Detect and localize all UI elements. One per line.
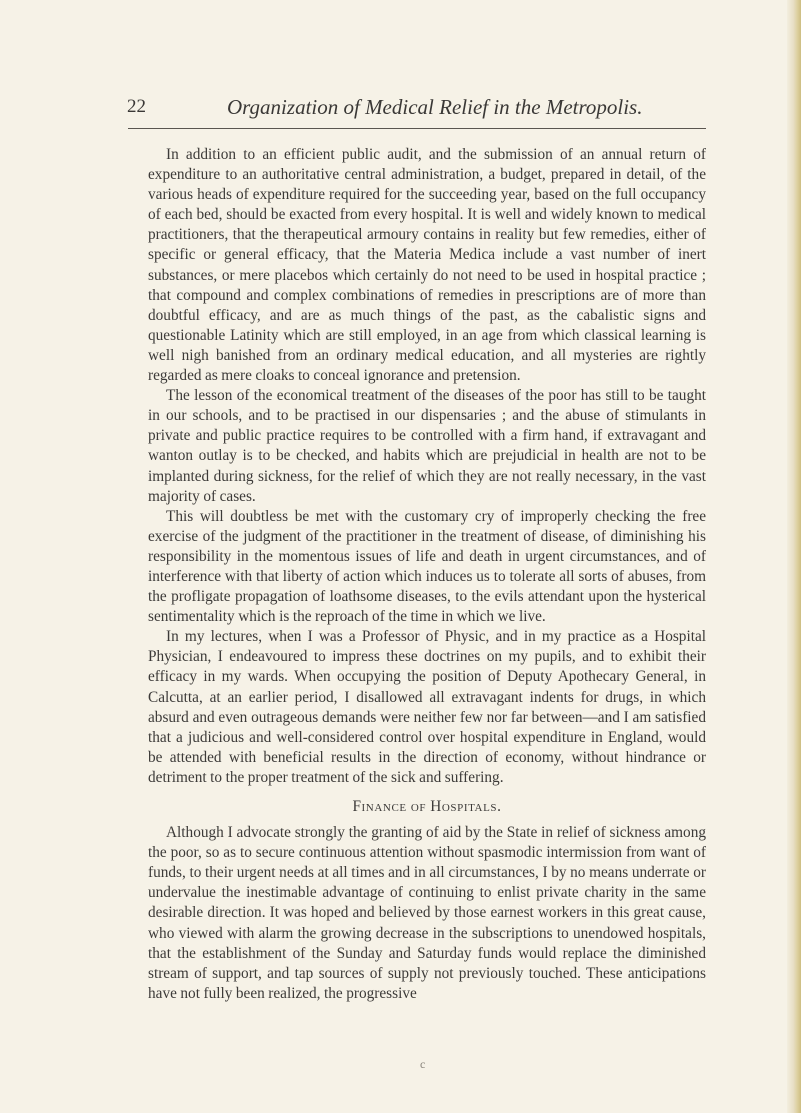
paragraph: The lesson of the economical treatment of the diseases of the poor has still to be taught in our schools, and to be practised in our dispensaries ; and the abuse of stimulants in private and public practice requires to be controlled with a firm hand, if extravagant and wanton outlay is to be checked, and habits which are prejudicial in health are not to be implanted during sickness, for the relief of which they are not really necessary, in the vast majority of cases. bbox=[148, 387, 706, 505]
body-text bbox=[148, 145, 706, 1004]
paragraph: This will doubtless be met with the customary cry of improperly checking the free exercise of the judgment of the practitioner in the treatment of disease, of diminishing his responsibility in the momentous issues of life and death in urgent circumstances, and of interference with that liberty of action which induces us to tolerate all sorts of abuses, from the profligate propagation of loathsome diseases, to the evils attendant upon the hysterical sentimentality which is the reproach of the time in which we live. bbox=[148, 507, 706, 626]
page-number: 22 bbox=[127, 96, 146, 117]
paragraph: In addition to an efficient public audit, and the submission of an annual return of expenditure to an authoritative central administration, a budget, prepared in detail, of the various heads of expenditure required for the succeeding year, based on the full occupancy of each bed, should be exacted from every hospital. It is well and widely known to medical practitioners, that the therapeutical armoury contains in reality but few remedies, either of specific or general efficacy, that the Materia Medica include a vast number of inert substances, or mere placebos which certainly do not need to be used in hospital practice ; that compound and complex combinations of remedies in prescriptions are of more than doubtful efficacy, and are as much things of the past, as the cabalistic signs and questionable Latinity which are still employed, in an age from which classical learning is well nigh banished from an ordinary medical education, and all mysteries are rightly regarded as mere cloaks to conceal ignorance and pretension. bbox=[148, 146, 706, 385]
footer-mark: c bbox=[420, 1057, 426, 1071]
running-header bbox=[127, 96, 707, 126]
page-edge-shadow bbox=[787, 0, 801, 1113]
paragraph: Although I advocate strongly the granting of aid by the State in relief of sickness among the poor, so as to secure continuous attention without spasmodic intermission from want of funds, to their urgent needs at all times and in all circumstances, I by no means underrate or undervalue the inestimable advantage of continuing to enlist private charity in the same desirable direction. It was hoped and believed by those earnest workers in this great cause, who viewed with alarm the growing decrease in the subscriptions to unendowed hospitals, that the establishment of the Sunday and Saturday funds would replace the diminished stream of support, and tap sources of supply not previously touched. These anticipations have not fully been realized, the progressive bbox=[148, 824, 706, 1002]
section-heading: Finance of Hospitals. bbox=[352, 798, 502, 815]
header-rule bbox=[128, 128, 706, 129]
running-title: Organization of Medical Relief in the Metropolis. bbox=[227, 95, 643, 119]
paragraph: In my lectures, when I was a Professor of Physic, and in my practice as a Hospital Physician, I endeavoured to impress these doctrines on my pupils, and to exhibit their efficacy in my wards. When occupying the position of Deputy Apothecary General, in Calcutta, at an earlier period, I disallowed all extravagant indents for drugs, in which absurd and even outrageous demands were neither few nor far between—and I am satisfied that a judicious and well-considered control over hospital expenditure in England, would be attended with beneficial results in the direction of economy, without hindrance or detriment to the proper treatment of the sick and suffering. bbox=[148, 628, 706, 786]
